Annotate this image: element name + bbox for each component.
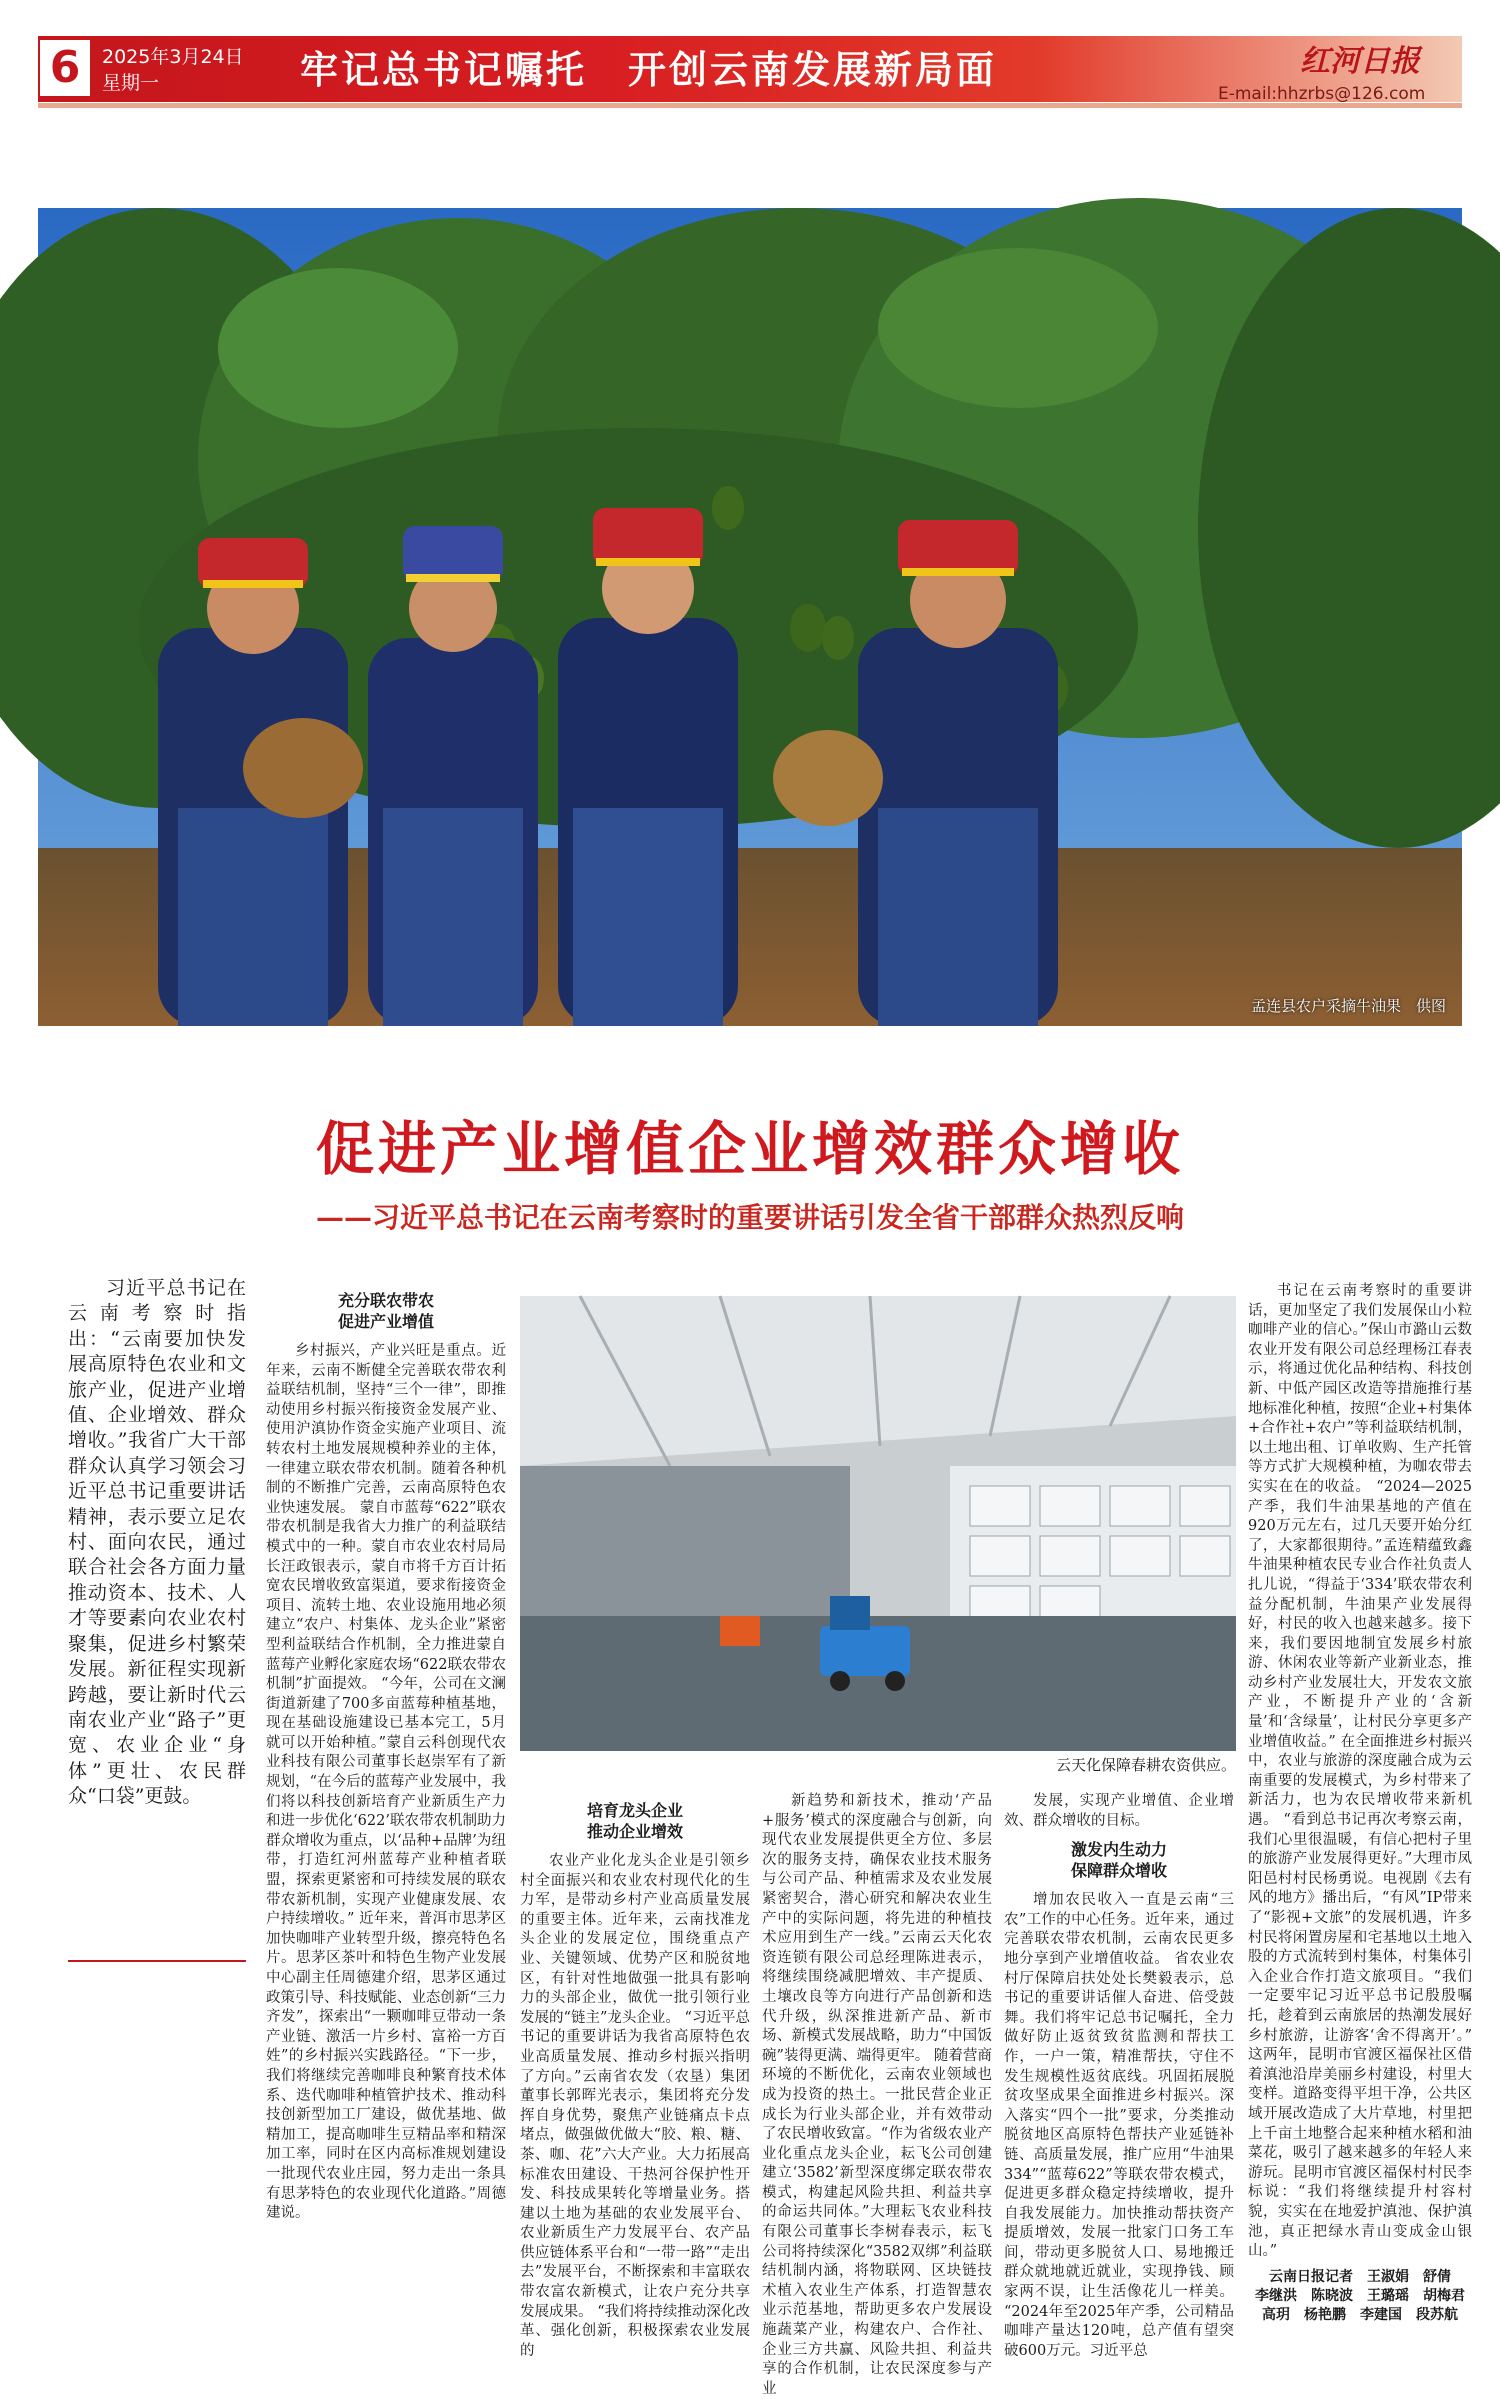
warehouse-caption: 云天化保障春耕农资供应。: [1055, 1756, 1236, 1774]
lead-divider: [68, 1960, 246, 1962]
column-1-text: 乡村振兴，产业兴旺是重点。近年来，云南不断健全完善联农带农利益联结机制，坚持“三个一律”，即推动使用乡村振兴衔接资金发展产业、使用沪滇协作资金实施产业项目、流转农村土地发展规模种养业的主体，一律建立联农带农机制。随着各种机制的不断推广完善，云南高原特色农业快速发展。 蒙自市蓝莓“622”联农带农机制是我省大力推广的利益联结模式中的一种。蒙自市农业农村局局长汪政银表示，蒙自市将千方百计拓宽农民增收致富渠道，要求衔接资金项目、流转土地、农业设施用地必须建立“农户、村集体、龙头企业”紧密型利益联结合作机制，全力推进蒙自蓝莓产业孵化家庭农场“622联农带农机制”扩面提效。 “今年，公司在文澜街道新建了700多亩蓝莓种植基地，现在基础设施建设已基本完工，5月就可以开始种植。”蒙自云科创现代农业科技有限公司董事长赵崇军有了新规划，“在今后的蓝莓产业发展中，我们将以科技创新培育产业新质生产力和进一步优化‘622’联农带农机制助力群众增收为重点，以‘品种+品牌’为纽带，打造红河州蓝莓产业种植者联盟，探索更紧密和可持续发展的联农带农新机制，实现产业健康发展、农户持续增收。” 近年来，普洱市思茅区加快咖啡产业转型升级，擦亮特色名片。思茅区茶叶和特色生物产业发展中心副主任周德建介绍，思茅区通过政策引导、科技赋能、业态创新“三力齐发”，探索出“一颗咖啡豆带动一条产业链、激活一片乡村、富裕一方百姓”的乡村振兴实践路径。“下一步，我们将继续完善咖啡良种繁育技术体系、迭代咖啡种植管护技术、推动科技创新型加工厂建设，做优基地、做精加工，提高咖啡生豆精品率和精深加工率，同时在区内高标准规划建设一批现代农业庄园，努力走出一条具有思茅特色的农业现代化道路。”周德建说。: [266, 1343, 506, 2222]
section-head-2: [520, 1800, 750, 1842]
main-photo: [38, 208, 1462, 1026]
weekday-text: 星期一: [102, 72, 160, 94]
article-title: 促进产业增值企业增效群众增收: [315, 1115, 1184, 1183]
warehouse-photo: [520, 1296, 1236, 1751]
reporter-credits: [1248, 2268, 1472, 2325]
article-column-4: [1004, 1792, 1234, 2359]
column-3-text: 新趋势和新技术，推动‘产品+服务’模式的深度融合与创新，向现代农业发展提供更全方位、多层次的服务支持，确保农业技术服务与公司产品、种植需求及农业发展紧密契合，潜心研究和解决农业生产中的实际问题，将先进的种植技术应用到生产一线。”云南云天化农资连锁有限公司总经理陈进表示，将继续围绕减肥增效、丰产提质、土壤改良等方向进行产品创新和迭代升级，纵深推进新产品、新市场、新模式发展战略，助力“中国饭碗”装得更满、端得更牢。 随着营商环境的不断优化，云南农业领域也成为投资的热土。一批民营企业正成长为行业头部企业，并有效带动了农民增收致富。“作为省级农业产业化重点龙头企业，耘飞公司创建建立‘3582’新型深度绑定联农带农模式，构建起风险共担、利益共享的命运共同体。”大理耘飞农业科技有限公司董事长李树春表示，耘飞公司将持续深化“3582双绑”利益联结机制内涵，将物联网、区块链技术植入农业生产体系，打造智慧农业示范基地，帮助更多农户发展设施蔬菜产业，构建农户、合作社、企业三方共赢、风险共担、利益共享的合作机制，让农民深度参与产业: [762, 1793, 992, 2397]
article-subtitle: ——习近平总书记在云南考察时的重要讲话引发全省干部群众热烈反响: [315, 1201, 1184, 1234]
avocado-harvest-illustration: [38, 208, 1462, 1026]
section-head-3-text: 激发内生动力 保障群众增收: [1070, 1840, 1167, 1881]
credit-line-2: 李继洪 陈晓波 王璐瑶 胡梅君: [1255, 2287, 1465, 2304]
lead-paragraph: [68, 1276, 246, 1810]
email-address: E-mail:hhzrbs@126.com: [1218, 84, 1426, 104]
warehouse-illustration: [520, 1296, 1236, 1751]
credit-line-1: 云南日报记者 王淑娟 舒倩: [1269, 2268, 1451, 2285]
column-slogan: 牢记总书记嘱托 开创云南发展新局面: [300, 48, 998, 92]
column-4-text-a: 发展，实现产业增值、企业增效、群众增收的目标。: [1004, 1793, 1234, 1829]
article-column-5: [1248, 1282, 1472, 2347]
credit-line-3: 高玥 杨艳鹏 李建国 段苏航: [1262, 2306, 1458, 2323]
article-column-1: [266, 1282, 506, 2347]
lead-text: 习近平总书记在云南考察时指出：“云南要加快发展高原特色农业和文旅产业，促进产业增值、企业增效、群众增收。”我省广大干部群众认真学习领会习近平总书记重要讲话精神，表示要立足农村、面向农民，通过联合社会各方面力量推动资本、技术、人才等要素向农业农村聚集，促进乡村繁荣发展。新征程实现新跨越，要让新时代云南农业产业“路子”更宽、农业企业“身体”更壮、农民群众“口袋”更鼓。: [68, 1277, 246, 1808]
section-head-1: [266, 1290, 506, 1332]
issue-date: [102, 44, 244, 96]
section-head-2-text: 培育龙头企业 推动企业增效: [586, 1801, 683, 1841]
page-number: 6: [40, 40, 90, 96]
column-4-text-b: 增加农民收入一直是云南“三农”工作的中心任务。近年来，通过完善联农带农机制，云南农民更多地分享到产业增值收益。 省农业农村厅保障启扶处处长樊毅表示，总书记的重要讲话催人奋进、倍受鼓舞。我们将牢记总书记嘱托，全力做好防止返贫致贫监测和帮扶工作，一户一策，精准帮扶，守住不发生规模性返贫底线。巩固拓展脱贫攻坚成果全面推进乡村振兴。深入落实“四个一批”要求，分类推动脱贫地区高原特色帮扶产业延链补链、高质量发展，推广应用“牛油果334”“蓝莓622”等联农带农模式，促进更多群众稳定持续增收，提升自我发展能力。加快推动帮扶资产提质增效，发展一批家门口务工车间，带动更多脱贫人口、易地搬迁群众就地就近就业，实现挣钱、顾家两不误，让生活像花儿一样美。 “2024年至2025年产季，公司精品咖啡产量达120吨，总产值有望突破600万元。习近平总: [1004, 1892, 1234, 2359]
article-column-2: [520, 1792, 750, 2359]
section-head-3: [1004, 1839, 1234, 1881]
column-2-text: 农业产业化龙头企业是引领乡村全面振兴和农业农村现代化的生力军，是带动乡村产业高质量发展的重要主体。近年来，云南找准龙头企业的发展定位，围绕重点产业、关键领域、优势产区和脱贫地区，有针对性地做强一批具有影响力的头部企业，做优一批引领行业发展的“链主”龙头企业。 “习近平总书记的重要讲话为我省高原特色农业高质量发展、推动乡村振兴指明了方向。”云南省农发（农垦）集团董事长郭晖光表示，集团将充分发挥自身优势，聚焦产业链痛点卡点堵点，做强做优做大“胶、粮、糖、茶、咖、花”六大产业。大力拓展高标准农田建设、干热河谷保护性开发、科技成果转化等增量业务。搭建以土地为基础的农业发展平台、农业新质生产力发展平台、农产品供应链体系平台和“一带一路”“走出去”发展平台，不断探索和丰富联农带农富农新模式，让农户充分共享发展成果。 “我们将持续推动深化改革、强化创新，积极探索农业发展的: [520, 1853, 750, 2359]
column-5-text: 书记在云南考察时的重要讲话，更加坚定了我们发展保山小粒咖啡产业的信心。”保山市潞山云数农业开发有限公司总经理杨江春表示，将通过优化品种结构、科技创新、中低产园区改造等措施推行基地标准化种植，按照“企业+村集体+合作社+农户”等利益联结机制，以土地出租、订单收购、生产托管等方式扩大规模种植，为咖农带去实实在在的收益。 “2024—2025产季，我们牛油果基地的产值在920万元左右，过几天要开始分红了，大家都很期待。”孟连精蕴致鑫牛油果种植农民专业合作社负责人扎儿说，“得益于‘334’联农带农利益分配机制，牛油果产业发展得好，村民的收入也越来越多。接下来，我们要因地制宜发展乡村旅游、休闲农业等新产业新业态，推动乡村产业发展壮大，开发农文旅产业，不断提升产业的‘含新量’和‘含绿量’，让村民分享更多产业增值收益。” 在全面推进乡村振兴中，农业与旅游的深度融合成为云南重要的发展模式，为乡村带来了新活力，也为农民增收带来新机遇。 “看到总书记再次考察云南，我们心里很温暖，有信心把村子里的旅游产业发展得更好。”大理市凤阳邑村村民杨勇说。电视剧《去有风的地方》播出后，“有风”IP带来了“影视+文旅”的发展机遇，许多村民将闲置房屋和宅基地以土地入股的方式流转到村集体，村集体引入企业合作打造文旅项目。“我们一定要牢记习近平总书记殷殷嘱托，趁着到云南旅居的热潮发展好乡村旅游，让游客‘舍不得离开’。” 这两年，昆明市官渡区福保社区借着滇池沿岸美丽乡村建设，村里大变样。道路变得平坦干净，公共区域开展改造成了大片草地，村里把上千亩土地整合起来种植水稻和油菜花，吸引了越来越多的年轻人来游玩。昆明市官渡区福保村村民李标说：“我们将继续提升村容村貌，实实在在地爱护滇池、保护滇池，真正把绿水青山变成金山银山。”: [1248, 1283, 1472, 2260]
article-column-3: [762, 1792, 992, 2397]
newspaper-logo: 红河日报: [1300, 44, 1420, 79]
photo-credit: 孟连县农户采摘牛油果 供图: [1250, 997, 1446, 1015]
date-text: 2025年3月24日: [102, 46, 244, 68]
section-head-1-text: 充分联农带农 促进产业增值: [337, 1291, 434, 1331]
